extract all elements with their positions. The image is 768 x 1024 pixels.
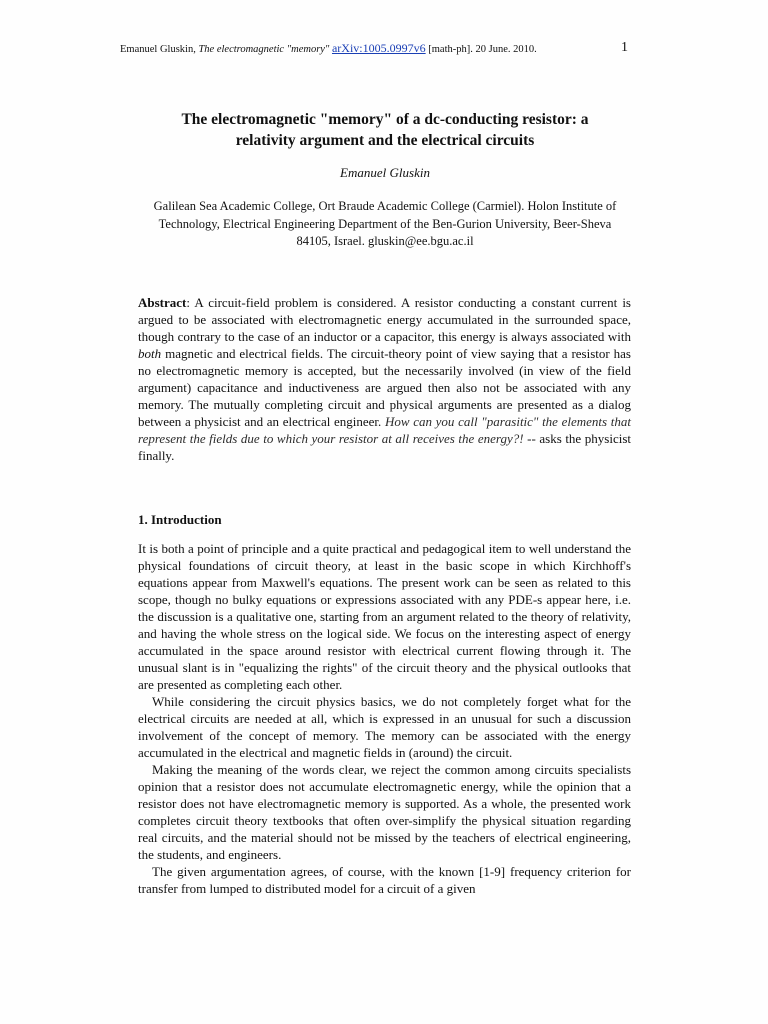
header-paper-title: The electromagnetic "memory"	[198, 44, 330, 55]
abstract-text-1: : A circuit-field problem is considered. A resistor conducting a constant current is argued to be associated with electromagnetic energy accumulated in the surrounded space, though contrary to the case of an inductor or a capacitor, this energy is always associated with	[138, 295, 631, 344]
abstract-text-3: -- asks the physicist finally.	[138, 431, 631, 463]
intro-paragraph-3: Making the meaning of the words clear, we reject the common among circuits specialists opinion that a resistor does not accumulate electromagnetic energy, while the opinion that a resistor does not have electromagnetic memory is supported. As a whole, the presented work completes circuit theory textbooks that often over-simplify the physical situation regarding real circuits, and the material should not be missed by the teachers of electrical engineering, the students, and engineers.	[138, 762, 631, 862]
intro-paragraph-1: It is both a point of principle and a quite practical and pedagogical item to well understand the physical foundations of circuit theory, at least in the basic scope in which Kirchhoff's equations appear from Maxwell's equations. The present work can be seen as related to this scope, though no bulky equations or expressions associated with any PDE-s appear here, i.e. the discussion is a qualitative one, starting from an argument related to the theory of relativity, and having the whole stress on the logical side. We focus on the interesting aspect of energy accumulated in the space around resistor with electrical current flowing through it. The unusual slant is in "equalizing the rights" of the circuit theory and the physical outlooks that are presented as completing each other.	[138, 541, 631, 692]
abstract-quote: How can you call "parasitic" the elements that represent the fields due to which your resistor at all receives the energy?!	[138, 414, 631, 446]
header-author: Emanuel Gluskin,	[120, 44, 196, 55]
abstract	[138, 294, 631, 464]
title-line-1: The electromagnetic "memory" of a dc-conducting resistor: a	[181, 111, 589, 128]
title-line-2: relativity argument and the electrical circuits	[235, 132, 535, 149]
abstract-label: Abstract	[138, 295, 187, 310]
introduction-body	[138, 540, 631, 897]
arxiv-link[interactable]: arXiv:1005.0997v6	[331, 41, 426, 55]
intro-paragraph-4: The given argumentation agrees, of course, with the known [1-9] frequency criterion for transfer from lumped to distributed model for a circuit of a given	[138, 864, 631, 896]
affiliation	[138, 198, 632, 251]
header-category-date: [math-ph]. 20 June. 2010.	[428, 44, 537, 55]
abstract-emphasis: both	[138, 346, 162, 361]
section-heading-introduction: 1. Introduction	[138, 512, 222, 527]
page-number: 1	[621, 40, 628, 55]
intro-paragraph-2: While considering the circuit physics basics, we do not completely forget what for the electrical circuits are needed at all, which is expressed in an unusual for such a discussion involvement of the concept of memory. The memory can be associated with the energy accumulated in the electrical and magnetic fields in (around) the circuit.	[138, 694, 631, 760]
paper-title	[140, 109, 630, 151]
running-header	[120, 41, 650, 57]
author-name: Emanuel Gluskin	[340, 165, 430, 180]
affiliation-line-1: Galilean Sea Academic College, Ort Braude Academic College (Carmiel). Holon Institute of	[153, 199, 617, 213]
affiliation-line-3: 84105, Israel. gluskin@ee.bgu.ac.il	[296, 234, 474, 248]
affiliation-line-2: Technology, Electrical Engineering Department of the Ben-Gurion University, Beer-Sheva	[158, 216, 612, 231]
abstract-text-2: magnetic and electrical fields. The circuit-theory point of view saying that a resistor has no electromagnetic memory is accepted, but the necessarily involved (in view of the field argument) capacitance and inductiveness are argued then also not be associated with any memory. The mutually completing circuit and physical arguments are presented as a dialog between a physicist and an electrical engineer.	[138, 346, 631, 429]
